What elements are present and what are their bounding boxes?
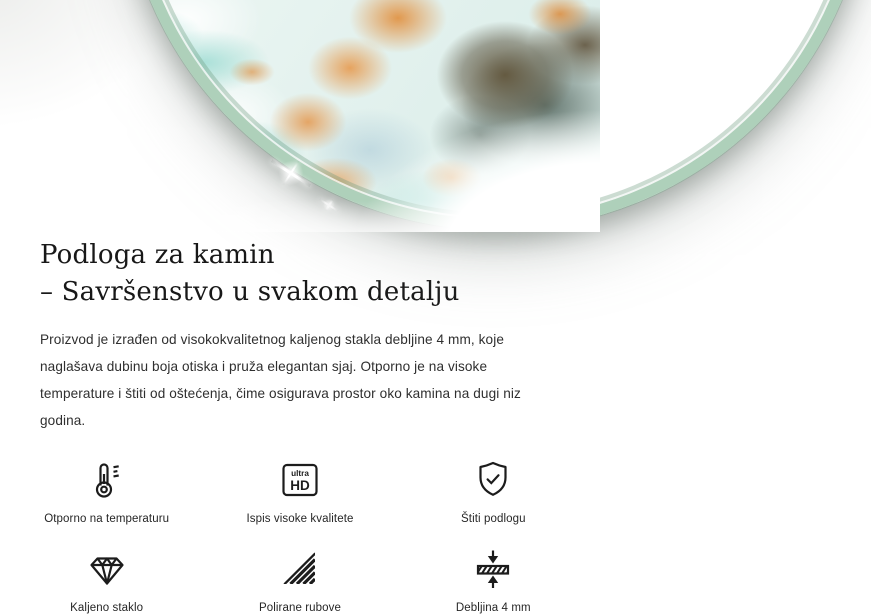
title-line-2: – Savršenstvo u svakom detalju xyxy=(40,277,460,307)
feature-label: Kaljeno staklo xyxy=(70,602,144,614)
thermometer-icon xyxy=(85,458,129,502)
feature-label: Ispis visoke kvalitete xyxy=(246,513,354,525)
glass-edge xyxy=(121,0,871,230)
feature-item-print-quality xyxy=(203,458,396,525)
feature-item-polished-edges xyxy=(203,547,396,614)
hero-product-image xyxy=(0,0,600,232)
feature-item-protection xyxy=(397,458,590,525)
page-title xyxy=(40,237,560,311)
svg-text:ultra: ultra xyxy=(291,469,309,478)
svg-text:HD: HD xyxy=(290,478,310,493)
sparkle-highlight-small-icon xyxy=(318,194,340,216)
title-line-1: Podloga za kamin xyxy=(40,240,275,270)
feature-label: Polirane rubove xyxy=(258,602,342,614)
polished-edge-icon xyxy=(278,547,322,591)
diamond-icon xyxy=(85,547,129,591)
feature-label: Debljina 4 mm xyxy=(455,602,531,614)
thickness-icon xyxy=(471,547,515,591)
feature-item-temperature xyxy=(10,458,203,525)
product-description-section xyxy=(0,232,600,614)
feature-item-thickness xyxy=(397,547,590,614)
feature-label: Otporno na temperaturu xyxy=(44,513,170,525)
feature-label: Štiti podlogu xyxy=(461,513,526,525)
ultra-hd-icon xyxy=(278,458,322,502)
feature-item-tempered-glass xyxy=(10,547,203,614)
shield-check-icon xyxy=(471,458,515,502)
product-description: Proizvod je izrađen od visokokvalitetnog kaljenog stakla debljine 4 mm, koje naglašava dubinu boja otiska i pruža elegantan sjaj. Otporno je na visoke temperature i štiti od oštećenja, čime osigurava prostor oko kamina na dugi niz godina. xyxy=(40,332,521,428)
feature-grid xyxy=(10,458,590,614)
